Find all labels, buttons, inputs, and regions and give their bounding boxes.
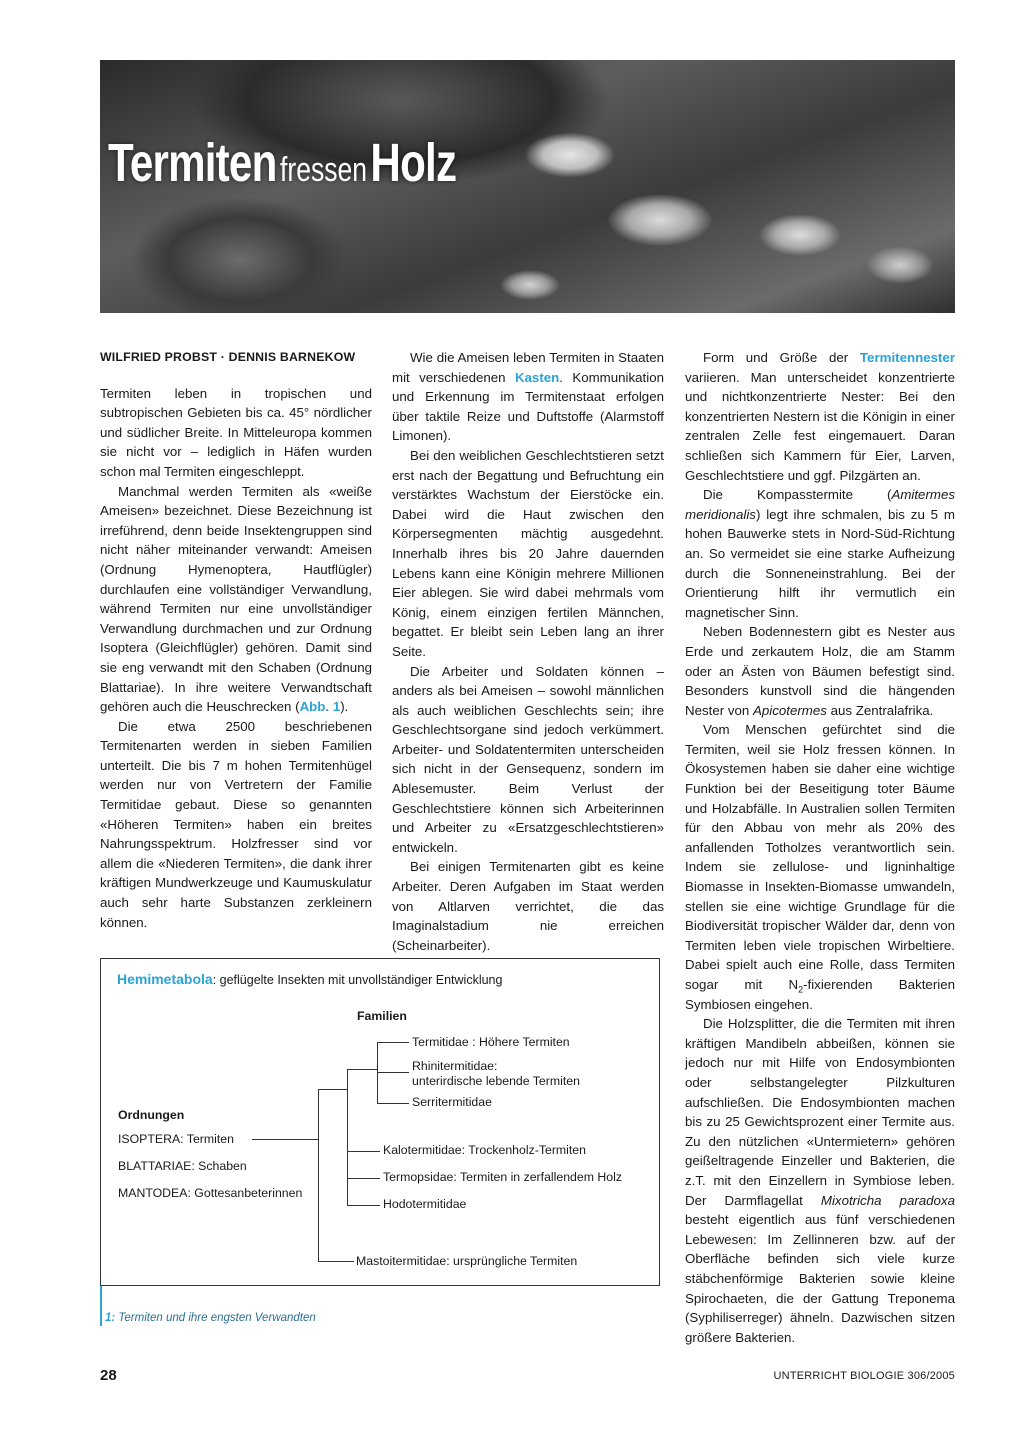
paragraph: Wie die Ameisen leben Termiten in Staaten mit verschiedenen Kasten. Kommunikation und Erkennung im Termitenstaat erfolgen über taktile Reize und Duftstoffe (Alarmstoff Limonen). (392, 350, 664, 444)
paragraph: Termiten leben in tropischen und subtropischen Gebieten bis ca. 45° nördlicher und südlicher Breite. In Mitteleuropa kommen sie nicht vor – lediglich in Häfen wurden schon mal Termiten eingeschleppt. (100, 385, 372, 479)
text-column-2 (392, 348, 664, 955)
family-mastoitermitidae: Mastoitermitidae: ursprüngliche Termiten (356, 1254, 578, 1268)
family-kalotermitidae: Kalotermitidae: Trockenholz-Termiten (383, 1143, 586, 1157)
tree-line (347, 1205, 380, 1206)
tree-line (318, 1261, 354, 1262)
family-rhinitermitidae: Rhinitermitidae: (412, 1059, 498, 1073)
tree-line (347, 1151, 380, 1152)
title-word-termiten: Termiten (108, 133, 277, 193)
paragraph: Manchmal werden Termiten als «weiße Ameisen» bezeichnet. Diese Bezeichnung ist irreführend, denn beide Insektengruppen sind nicht näher miteinander verwandt: Ameisen (Ordnung Hymenoptera, Hautflügler) durchlaufen eine vollständiger Verwandlung, während Termiten nur eine unvollständiger Verwandlung durchmachen und zur Ordnung Isoptera (Gleichflügler) gehören. Damit sind sie eng verwandt mit den Schaben (Ordnung Blattariae). In ihre weitere Verwandtschaft gehören auch die Heuschrecken (Abb. 1). (100, 483, 372, 715)
order-blattariae: BLATTARIAE: Schaben (118, 1159, 247, 1173)
authors-line: WILFRIED PROBST · DENNIS BARNEKOW (100, 350, 356, 364)
tree-line (347, 1069, 348, 1206)
family-serritermitidae: Serritermitidae (412, 1095, 492, 1109)
figure-reference-link[interactable]: Abb. 1 (299, 699, 341, 715)
paragraph: Vom Menschen gefürchtet sind die Termiten, weil sie Holz fressen können. In Ökosystemen haben sie daher eine wichtige Funktion bei der Beseitigung toter Bäume und Holzabfälle. In Australien sollen Termiten für den Abbau von mehr als 20% des anfallenden Totholzes verantwortlich sein. Indem sie zellulose- und ligninhaltige Biomasse in Insekten-Biomasse umwandeln, stellen sie eine wichtige Grundlage für die Biodiversität tropischer Wälder dar, denn von Termiten leben viele tropischen Wirbeltiere. Dabei spielt auch eine Rolle, dass Termiten sogar mit $N_2$-fixierenden Bakterien Symbiosen eingehen. (685, 722, 955, 1012)
family-termitidae: Termitidae : Höhere Termiten (412, 1035, 570, 1049)
order-isoptera: ISOPTERA: Termiten (118, 1132, 234, 1146)
order-mantodea: MANTODEA: Gottesanbeterinnen (118, 1186, 303, 1200)
tree-line (377, 1072, 409, 1073)
journal-reference: UNTERRICHT BIOLOGIE 306/2005 (773, 1370, 955, 1382)
tree-line (377, 1042, 409, 1043)
familien-heading: Familien (357, 1009, 407, 1023)
figure-caption: 1: Termiten und ihre engsten Verwandten (105, 1312, 316, 1324)
paragraph: Form und Größe der Termitennester variieren. Man unterscheidet konzentrierte und nichtkonzentrierte Nester: Bei den konzentrierten Nestern ist die Königin in einer zentralen Zelle fest eingemauert. Daran schließen sich Kammern für Eier, Larven, Geschlechtstiere und ggf. Pilzgärten an. (685, 350, 955, 483)
tree-line (347, 1178, 380, 1179)
tree-line (252, 1139, 318, 1140)
title-word-holz: Holz (370, 133, 457, 193)
tree-line (377, 1103, 409, 1104)
page-title (108, 132, 456, 194)
termitennester-link[interactable]: Termitennester (859, 350, 955, 365)
caption-accent-bar (100, 1286, 102, 1326)
paragraph: Die Arbeiter und Soldaten können – anders als bei Ameisen – sowohl männlichen als auch weiblichen Geschlechts sein; ihre Geschlechtsorgane sind jedoch verkümmert. Arbeiter- und Soldatentermiten unterscheiden sich nicht in der Gensequenz, sondern im Ablesemuster. Beim Verlust der Geschlechtstiere können sich Arbeiterinnen und Arbeiter zu «Ersatzgeschlechtstieren» entwickeln. (392, 663, 664, 855)
text-column-3 (685, 348, 955, 1347)
family-rhinitermitidae-desc: unterirdische lebende Termiten (412, 1074, 580, 1088)
family-termopsidae: Termopsidae: Termiten in zerfallendem Holz (383, 1170, 622, 1184)
paragraph: Die etwa 2500 beschriebenen Termitenarten werden in sieben Familien unterteilt. Die bis 7 m hohen Termitenhügel werden nur von Vertretern der Familie Termitidae gebaut. Diese so genannten «Höheren Termiten» haben ein breites Nahrungsspektrum. Holzfresser sind vor allem die «Niederen Termiten», die dank ihrer kräftigen Mundwerkzeuge und Kaumuskulatur auch sehr harte Substanzen zerkleinern können. (100, 718, 372, 930)
tree-line (347, 1069, 377, 1070)
title-word-fressen: fressen (279, 151, 367, 189)
phylogeny-diagram (100, 958, 660, 1286)
tree-line (318, 1089, 348, 1090)
paragraph: Bei einigen Termitenarten gibt es keine Arbeiter. Deren Aufgaben im Staat werden von Altlarven verrichtet, die das Imaginalstadium nie erreichen (Scheinarbeiter). (392, 859, 664, 953)
kasten-link[interactable]: Kasten (514, 369, 560, 385)
paragraph: Neben Bodennestern gibt es Nester aus Erde und zerkautem Holz, die am Stamm oder an Ästen von Bäumen befestigt sind. Besonders kunstvoll sind die hängenden Nester von Apicotermes aus Zentralafrika. (685, 624, 955, 718)
diagram-title: Hemimetabola: geflügelte Insekten mit unvollständiger Entwicklung (117, 971, 503, 987)
text-column-1 (100, 348, 372, 932)
paragraph: Die Holzsplitter, die die Termiten mit ihren kräftigen Mandibeln abbeißen, können sie jedoch nur mit Hilfe von Endosymbionten oder selbstangelegter Pilzkulturen aufschließen. Die Endosymbionten machen bis zu 25 Gewichtsprozent einer Termite aus. Zu den nützlichen «Untermietern» gehören geißeltragende Einzeller und Bakterien, die z.T. mit den Einzellern in Symbiose leben. Der Darmflagellat Mixotricha paradoxa besteht eigentlich aus fünf verschiedenen Lebewesen: Im Zellinneren bzw. auf der Oberfläche befinden sich viele kurze stäbchenförmige Bakterien sowie kleine Spirochaeten, die der Gattung Treponema (Syphiliserreger) ähneln. Dazwischen sitzen größere Bakterien. (685, 1016, 955, 1345)
header-photo (100, 60, 955, 313)
paragraph: Bei den weiblichen Geschlechtstieren setzt erst nach der Begattung und Befruchtung ein verstärktes Wachstum der Eierstöcke ein. Dabei wird die Haut zwischen den Körpersegmenten mächtig ausgedehnt. Innerhalb ihres bis 20 Jahre dauernden Lebens kann eine Königin mehrere Millionen Eier ablegen. Sie wird dabei mehrmals vom König, einem einzigen fertilen Männchen, begattet. Er bleibt sein Leben lang an ihrer Seite. (392, 447, 664, 659)
paragraph: Die Kompasstermite (Amitermes meridionalis) legt ihre schmalen, bis zu 5 m hohen Bauwerke stets in Nord-Süd-Richtung an. So vermeidet sie eine starke Aufheizung durch die Sonneneinstrahlung. Bei der Orientierung hilft ihr vermutlich ein magnetischer Sinn. (685, 487, 955, 620)
ordnungen-heading: Ordnungen (118, 1108, 185, 1122)
tree-line (318, 1089, 319, 1261)
page-number: 28 (100, 1367, 117, 1384)
family-hodotermitidae: Hodotermitidae (383, 1197, 467, 1211)
